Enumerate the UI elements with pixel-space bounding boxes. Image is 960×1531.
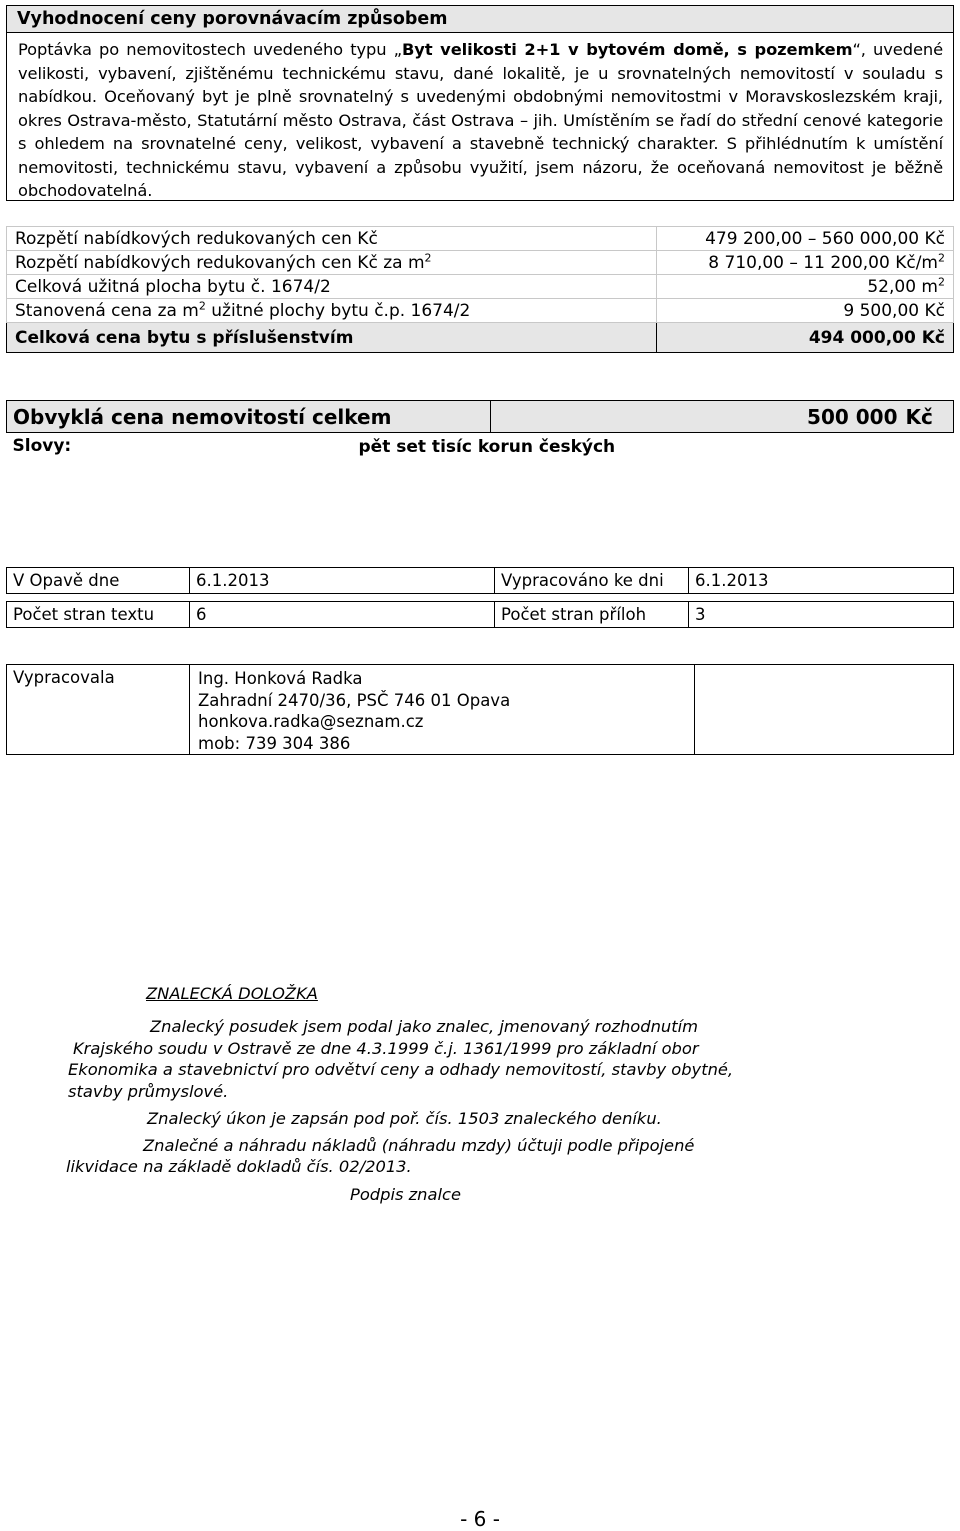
property-type: Byt velikosti 2+1 v bytovém domě, s pozemkem <box>402 40 853 59</box>
author-mobile: mob: 739 304 386 <box>198 733 351 753</box>
prepared-label: Vypracováno ke dni <box>495 568 689 594</box>
clause-line-3: Ekonomika a stavebnictví pro odvětví ceny a odhady nemovitostí, stavby obytné, <box>68 1060 734 1079</box>
table-row <box>7 299 954 323</box>
clause-line-2: Krajského soudu v Ostravě ze dne 4.3.1999 č.j. 1361/1999 pro základní obor <box>73 1039 699 1058</box>
evaluation-text: Poptávka po nemovitostech uvedeného typu „Byt velikosti 2+1 v bytovém domě, s pozemkem“, uvedené velikosti, vybavení, zjištěnému technickému stavu, dané lokalitě, je u srovnatelných nemovitostí v souladu s nabídkou. Oceňovaný byt je plně srovnatelný s uvedenými obdobnými nemovitostmi v Moravskoslezském kraji, okres Ostrava-město, Statutární město Ostrava, část Ostrava – jih. Umístěním se řadí do střední cenové kategorie s ohledem na srovnatelné ceny, velikost, vybavení a stavebně technický charakter. S přihlédnutím k umístění nemovitosti, technickému stavu, vybavení a způsobu využití, jsem názoru, že oceňovaná nemovitost je běžně obchodovatelná. <box>18 40 943 200</box>
clause-title: ZNALECKÁ DOLOŽKA <box>146 984 318 1003</box>
total-row <box>7 323 954 353</box>
total-price-label: Celková cena bytu s příslušenstvím <box>7 323 657 353</box>
author-name: Ing. Honková Radka <box>198 669 363 688</box>
offer-range-per-m2-label: Rozpětí nabídkových redukovaných cen Kč za $m^2$ <box>7 251 657 275</box>
stamp-area <box>695 665 954 755</box>
words-value: pět set tisíc korun českých <box>358 437 616 457</box>
text-pages-label: Počet stran textu <box>7 602 190 628</box>
market-price-label: Obvyklá cena nemovitostí celkem <box>7 401 491 433</box>
floor-area-label: Celková užitná plocha bytu č. 1674/2 <box>7 275 657 299</box>
author-label: Vypracovala <box>7 665 190 755</box>
words-cell <box>7 433 616 459</box>
offer-range-value: 479 200,00 – 560 000,00 Kč <box>657 227 954 251</box>
page-number: - 6 - <box>460 1507 500 1531</box>
clause-line-4: stavby průmyslové. <box>68 1082 229 1101</box>
price-per-m2-label: Stanovená cena za $m^2$ užitné plochy bytu č.p. 1674/2 <box>7 299 657 323</box>
clause-line-7: likvidace na základě dokladů čís. 02/2013. <box>66 1157 412 1176</box>
clause-line-1: Znalecký posudek jsem podal jako znalec, jmenovaný rozhodnutím <box>150 1017 698 1036</box>
author-row <box>7 665 954 755</box>
table-row <box>7 568 954 594</box>
text-pages-value: 6 <box>190 602 495 628</box>
words-row <box>7 433 954 459</box>
date-pages-table <box>6 567 954 628</box>
market-price-row <box>7 401 954 433</box>
place-label: V Opavě dne <box>7 568 190 594</box>
words-label: Slovy: <box>12 435 72 456</box>
author-table <box>6 664 954 755</box>
table-row <box>7 251 954 275</box>
place-date: 6.1.2013 <box>190 568 495 594</box>
author-details <box>190 665 695 755</box>
prepared-date: 6.1.2013 <box>689 568 954 594</box>
total-price-value: 494 000,00 Kč <box>657 323 954 353</box>
author-address: Zahradní 2470/36, PSČ 746 01 Opava <box>198 690 511 710</box>
price-table <box>6 226 954 353</box>
market-price-value: 500 000 <box>491 401 902 433</box>
offer-range-label: Rozpětí nabídkových redukovaných cen Kč <box>7 227 657 251</box>
market-price-currency: Kč <box>902 401 954 433</box>
appendix-pages-value: 3 <box>689 602 954 628</box>
table-row <box>7 227 954 251</box>
evaluation-heading: Vyhodnocení ceny porovnávacím způsobem <box>7 6 953 33</box>
market-price-table <box>6 400 954 459</box>
author-email: honkova.radka@seznam.cz <box>198 712 424 731</box>
table-row <box>7 602 954 628</box>
clause-line-6: Znalečné a náhradu nákladů (náhradu mzdy) účtuji podle připojené <box>143 1136 695 1155</box>
price-per-m2-value: 9 500,00 Kč <box>657 299 954 323</box>
offer-range-per-m2-value: 8 710,00 – 11 200,00 $Kč/m^2$ <box>657 251 954 275</box>
clause-line-5: Znalecký úkon je zapsán pod poř. čís. 1503 znaleckého deníku. <box>147 1109 662 1128</box>
floor-area-value: 52,00 $m^2$ <box>657 275 954 299</box>
signature-label: Podpis znalce <box>350 1185 461 1204</box>
table-row <box>7 275 954 299</box>
evaluation-box <box>6 5 954 201</box>
appendix-pages-label: Počet stran příloh <box>495 602 689 628</box>
